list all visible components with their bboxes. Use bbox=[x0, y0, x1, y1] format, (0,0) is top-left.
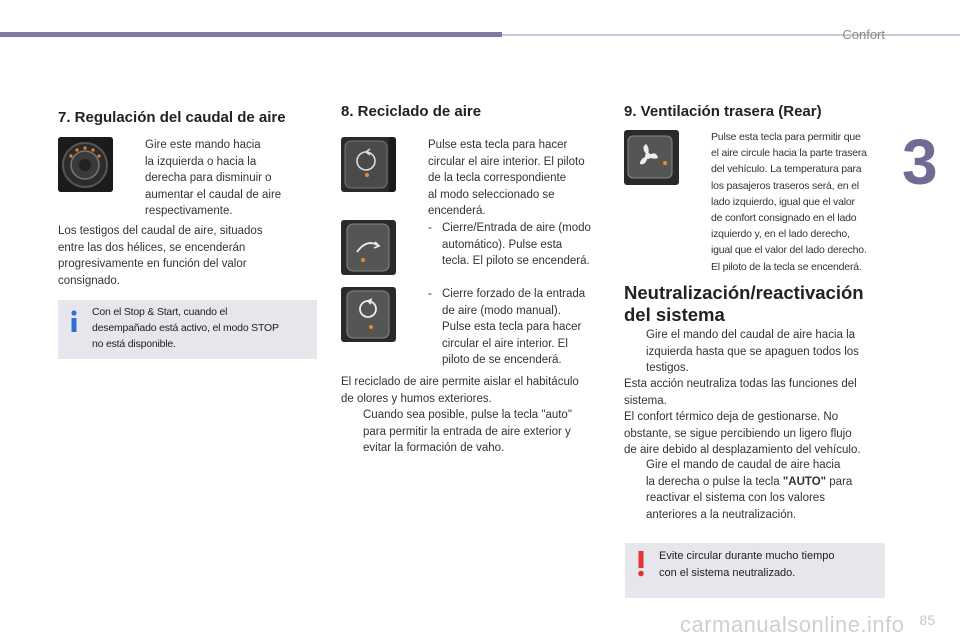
line: consignado. bbox=[58, 274, 121, 287]
line: Cierre forzado de la entrada bbox=[442, 288, 586, 300]
line: evitar la formación de vaho. bbox=[363, 442, 505, 454]
text: para bbox=[826, 475, 853, 488]
line: entre las dos hélices, se encenderán bbox=[58, 241, 246, 254]
warning-note bbox=[625, 543, 885, 598]
line: obstante, se sigue percibiendo un ligero flujo bbox=[624, 427, 852, 440]
line bbox=[646, 474, 908, 491]
line: respectivamente. bbox=[145, 205, 233, 217]
recirculation-icon bbox=[341, 137, 396, 192]
line: Cierre/Entrada de aire (modo bbox=[442, 222, 591, 234]
warning-icon bbox=[637, 551, 645, 577]
line: El confort térmico deja de gestionarse. No bbox=[624, 411, 839, 423]
watermark: carmanualsonline.info bbox=[680, 612, 905, 637]
line: de confort consignado en el lado bbox=[711, 212, 857, 225]
heading-7: 7. Regulación del caudal de aire bbox=[58, 109, 286, 126]
line: con el sistema neutralizado. bbox=[659, 566, 796, 579]
line: de aire (modo manual). bbox=[442, 304, 561, 317]
instruction-9 bbox=[689, 129, 911, 275]
paragraph-7 bbox=[58, 223, 318, 289]
line: de aire debido al desplazamiento del vehículo. bbox=[624, 444, 861, 456]
line: desempañado está activo, el modo STOP bbox=[92, 322, 279, 335]
line: encenderá. bbox=[428, 205, 486, 217]
line: Con el Stop & Start, cuando el bbox=[92, 306, 228, 318]
line: Cuando sea posible, pulse la tecla "auto" bbox=[363, 409, 572, 421]
line: Gire este mando hacia bbox=[145, 139, 261, 151]
line: del vehículo. La temperatura para bbox=[711, 163, 862, 176]
column-7 bbox=[58, 109, 318, 126]
line: la izquierda o hacia la bbox=[145, 155, 257, 168]
instruction-reactivate bbox=[624, 457, 908, 523]
line: Gire el mando de caudal de aire hacia bbox=[646, 459, 841, 471]
option-manual bbox=[428, 286, 622, 369]
line: circular el aire interior. El bbox=[442, 337, 568, 350]
heading-9: 9. Ventilación trasera (Rear) bbox=[624, 103, 822, 120]
line: los pasajeros traseros será, en el bbox=[711, 179, 859, 192]
line: El piloto de la tecla se encenderá. bbox=[711, 260, 862, 273]
line: Evite circular durante mucho tiempo bbox=[659, 550, 835, 562]
line: igual que el valor del lado derecho. bbox=[711, 244, 867, 257]
airflow-dial-icon bbox=[58, 137, 113, 192]
paragraph-neutralize-2 bbox=[624, 409, 894, 459]
auto-key-label: "AUTO" bbox=[782, 475, 827, 488]
paragraph-8 bbox=[341, 374, 611, 407]
line: Pulse esta tecla para hacer bbox=[442, 321, 582, 333]
text: la derecha o pulse la tecla bbox=[646, 475, 783, 488]
line: circular el aire interior. El piloto bbox=[428, 155, 585, 168]
line: aumentar el caudal de aire bbox=[145, 188, 282, 201]
heading-neutralization bbox=[624, 282, 894, 326]
line: izquierdo y, en el lado derecho, bbox=[711, 228, 850, 241]
forced-recirculation-icon bbox=[341, 287, 396, 342]
header-bar bbox=[0, 32, 502, 37]
line: el aire circule hacia la parte trasera bbox=[711, 147, 867, 160]
line: anteriores a la neutralización. bbox=[646, 508, 797, 521]
line: para permitir la entrada de aire exterior y bbox=[363, 425, 571, 438]
airflow-dial-image bbox=[58, 137, 113, 192]
line: derecha para disminuir o bbox=[145, 172, 272, 184]
line: Gire el mando del caudal de aire hacia la bbox=[646, 329, 856, 341]
line: izquierda hasta que se apaguen todos los bbox=[646, 345, 859, 358]
air-intake-icon bbox=[341, 220, 396, 275]
column-8 bbox=[341, 103, 601, 120]
paragraph-neutralize-1 bbox=[624, 376, 894, 409]
line: reactivar el sistema con los valores bbox=[646, 492, 825, 504]
page-number: 85 bbox=[919, 612, 935, 628]
line: piloto de se encenderá. bbox=[442, 354, 562, 366]
line: progresivamente en función del valor bbox=[58, 258, 247, 270]
chapter-number: 3 bbox=[902, 126, 938, 198]
line: automático). Pulse esta bbox=[442, 238, 563, 251]
rear-ventilation-image bbox=[624, 130, 679, 185]
option-auto bbox=[428, 220, 622, 270]
line: Esta acción neutraliza todas las funciones del bbox=[624, 378, 857, 390]
line: testigos. bbox=[646, 362, 689, 374]
line: lado izquierdo, igual que el valor bbox=[711, 195, 855, 208]
instruction-neutralize bbox=[624, 327, 908, 377]
rear-fan-icon bbox=[624, 130, 679, 185]
line: tecla. El piloto se encenderá. bbox=[442, 255, 590, 267]
line: Neutralización/reactivación bbox=[624, 282, 864, 303]
line: Los testigos del caudal de aire, situados bbox=[58, 225, 263, 237]
info-note bbox=[58, 300, 317, 359]
line: El reciclado de aire permite aislar el habitáculo bbox=[341, 376, 579, 388]
section-title: Confort bbox=[842, 27, 885, 42]
line: de olores y humos exteriores. bbox=[341, 392, 492, 405]
auto-air-intake-image bbox=[341, 220, 396, 275]
line: sistema. bbox=[624, 394, 667, 407]
line: Pulse esta tecla para permitir que bbox=[711, 131, 861, 143]
instruction-7 bbox=[123, 137, 335, 220]
manual-recirculation-image bbox=[341, 287, 396, 342]
instruction-8b bbox=[341, 407, 633, 457]
dash-marker: - bbox=[428, 222, 432, 234]
line: no está disponible. bbox=[92, 338, 176, 351]
dash-marker: - bbox=[428, 288, 432, 300]
line: de la tecla correspondiente bbox=[428, 172, 567, 184]
recirculation-button-image bbox=[341, 137, 396, 192]
line: del sistema bbox=[624, 304, 725, 325]
line: al modo seleccionado se bbox=[428, 188, 555, 201]
heading-8: 8. Reciclado de aire bbox=[341, 103, 482, 120]
header-bar-thin bbox=[502, 34, 960, 36]
instruction-8 bbox=[406, 137, 628, 220]
info-icon bbox=[69, 310, 79, 332]
line: Pulse esta tecla para hacer bbox=[428, 139, 568, 151]
column-9 bbox=[624, 103, 894, 120]
